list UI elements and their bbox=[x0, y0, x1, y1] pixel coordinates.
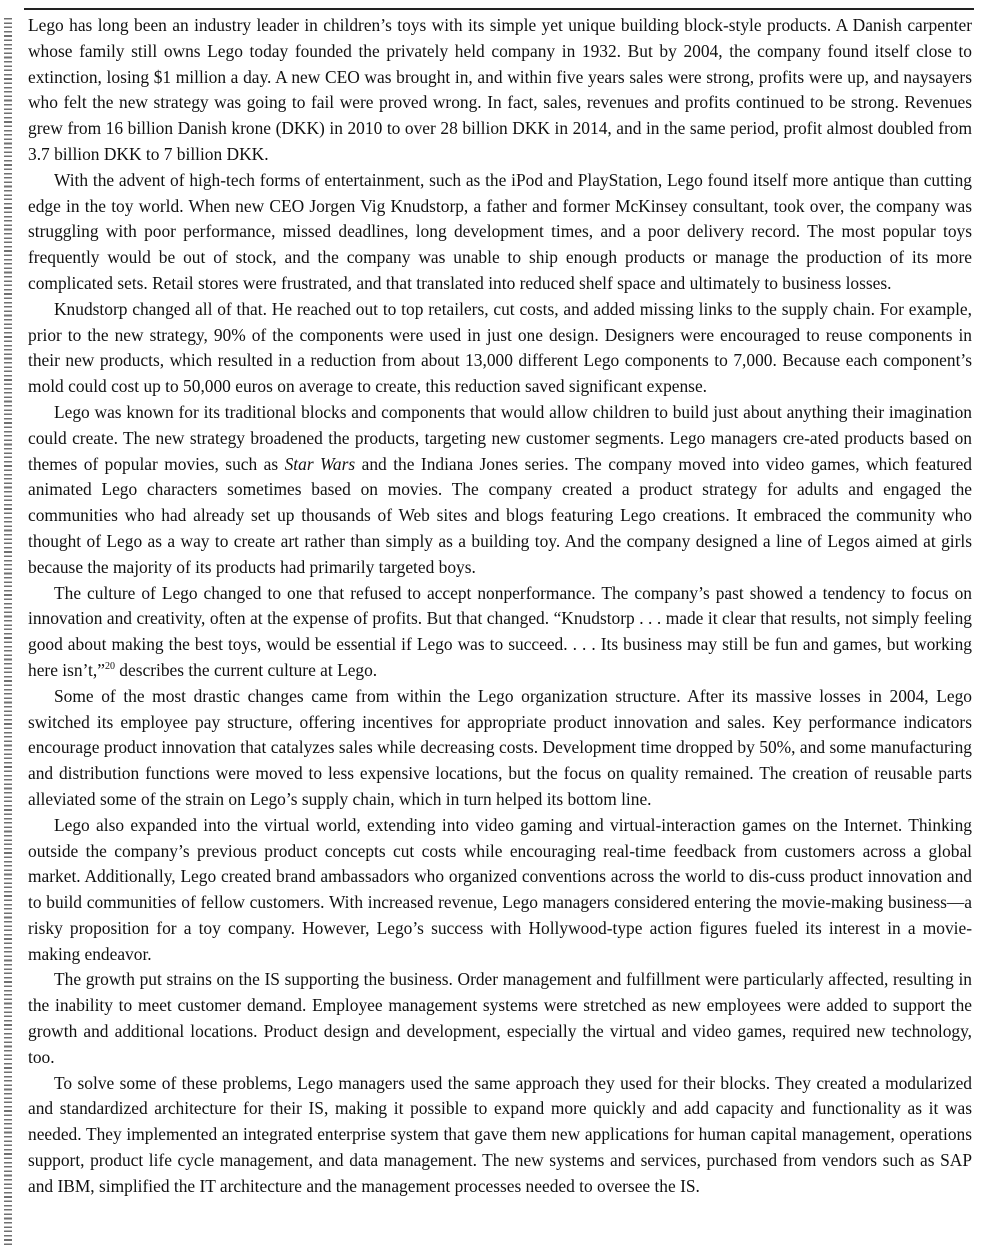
paragraph-5-text-b: describes the current culture at Lego. bbox=[114, 659, 378, 680]
paragraph-8 bbox=[28, 967, 972, 1070]
paragraph-5 bbox=[28, 581, 972, 684]
top-rule bbox=[24, 8, 974, 10]
paragraph-6-text: Some of the most drastic changes came from within the Lego organization structure. After its massive losses in 2004, Lego switched its employee pay structure, offering incentives for appropriate product innovation and sales. Key performance indicators encourage product innovation that catalyzes sales while decreasing costs. Development time dropped by 50%, and some manufacturing and distribution functions were moved to less expensive locations, but the focus on quality remained. The creation of reusable parts alleviated some of the strain on Lego’s supply chain, which in turn helped its bottom line. bbox=[28, 685, 972, 809]
paragraph-4-text-b: and the Indiana Jones series. The company moved into video games, which featured animated Lego characters sometimes based on movies. The company created a product strategy for adults and engaged the communities who had already set up thousands of Web sites and blogs featuring Lego creations. It embraced the community who thought of Lego as a way to create art rather than simply as a building toy. And the company designed a line of Legos aimed at girls because the majority of its products had primarily targeted boys. bbox=[28, 453, 972, 577]
paragraph-9 bbox=[28, 1071, 972, 1200]
paragraph-4 bbox=[28, 400, 972, 581]
paragraph-2 bbox=[28, 168, 972, 297]
left-binding-edge bbox=[4, 18, 12, 1248]
paragraph-4-text-a: Lego was known for its traditional blocks and components that would allow children to build just about anything their imagination could create. The new strategy broadened the products, targeting new customer segments. Lego managers cre-ated products based on themes of popular movies, such as bbox=[28, 401, 972, 474]
paragraph-8-text: The growth put strains on the IS supporting the business. Order management and fulfillment were particularly affected, resulting in the inability to meet customer demand. Employee management systems were stretched as new employees were added to support the growth and additional locations. Product design and development, especially the virtual and video games, required new technology, too. bbox=[28, 969, 972, 1067]
paragraph-2-text: With the advent of high-tech forms of entertainment, such as the iPod and PlayStation, Lego found itself more antique than cutting edge in the toy world. When new CEO Jorgen Vig Knudstorp, a father and former McKinsey consultant, took over, the company was struggling with poor performance, missed deadlines, long development times, and a poor delivery record. The most popular toys frequently would be out of stock, and the company was unable to ship enough products or manage the production of its more complicated sets. Retail stores were frustrated, and that translated into reduced shelf space and ultimately to business losses. bbox=[28, 169, 972, 293]
footnote-ref-20: 20 bbox=[104, 661, 115, 673]
paragraph-1 bbox=[28, 13, 972, 168]
paragraph-4-italic-title: Star Wars bbox=[284, 453, 356, 474]
paragraph-6 bbox=[28, 684, 972, 813]
paragraph-3 bbox=[28, 297, 972, 400]
paragraph-7 bbox=[28, 813, 972, 968]
paragraph-5-text-a: The culture of Lego changed to one that refused to accept nonperformance. The company’s past showed a tendency to focus on innovation and creativity, often at the expense of profits. But that changed. “Knudstorp . . . made it clear that results, not simply feeling good about making the best toys, would be essential if Lego was to succeed. . . . Its business may still be fun and games, but working here isn’t,” bbox=[28, 582, 972, 680]
paragraph-9-text: To solve some of these problems, Lego managers used the same approach they used for their blocks. They created a modularized and standardized architecture for their IS, making it possible to expand more quickly and add capacity and functionality as it was needed. They implemented an integrated enterprise system that gave them new applications for human capital management, operations support, product life cycle management, and data management. The new systems and services, purchased from vendors such as SAP and IBM, simplified the IT architecture and the management processes needed to oversee the IS. bbox=[28, 1072, 972, 1196]
paragraph-1-text: Lego has long been an industry leader in children’s toys with its simple yet unique building block-style products. A Danish carpenter whose family still owns Lego today founded the privately held company in 1932. But by 2004, the company found itself close to extinction, losing $1 million a day. A new CEO was brought in, and within five years sales were strong, profits were up, and naysayers who felt the new strategy was going to fail were proved wrong. In fact, sales, revenues and profits continued to be strong. Revenues grew from 16 billion Danish krone (DKK) in 2010 to over 28 billion DKK in 2014, and in the same period, profit almost doubled from 3.7 billion DKK to 7 billion DKK. bbox=[28, 15, 972, 164]
article-body bbox=[28, 13, 972, 1200]
paragraph-7-text: Lego also expanded into the virtual world, extending into video gaming and virtual-interaction games on the Internet. Thinking outside the company’s previous product concepts cut costs while encouraging real-time feedback from customers across a global market. Additionally, Lego created brand ambassadors who organized conventions across the world to dis-cuss product innovation and to build communities of fellow customers. With increased revenue, Lego managers considered entering the movie-making business—a risky proposition for a toy company. However, Lego’s success with Hollywood-type action figures fueled its interest in a movie-making endeavor. bbox=[28, 814, 972, 964]
paragraph-3-text: Knudstorp changed all of that. He reached out to top retailers, cut costs, and added missing links to the supply chain. For example, prior to the new strategy, 90% of the components were used in just one design. Designers were encouraged to reuse components in their new products, which resulted in a reduction from about 13,000 different Lego components to 7,000. Because each component’s mold could cost up to 50,000 euros on average to create, this reduction saved significant expense. bbox=[28, 298, 972, 397]
